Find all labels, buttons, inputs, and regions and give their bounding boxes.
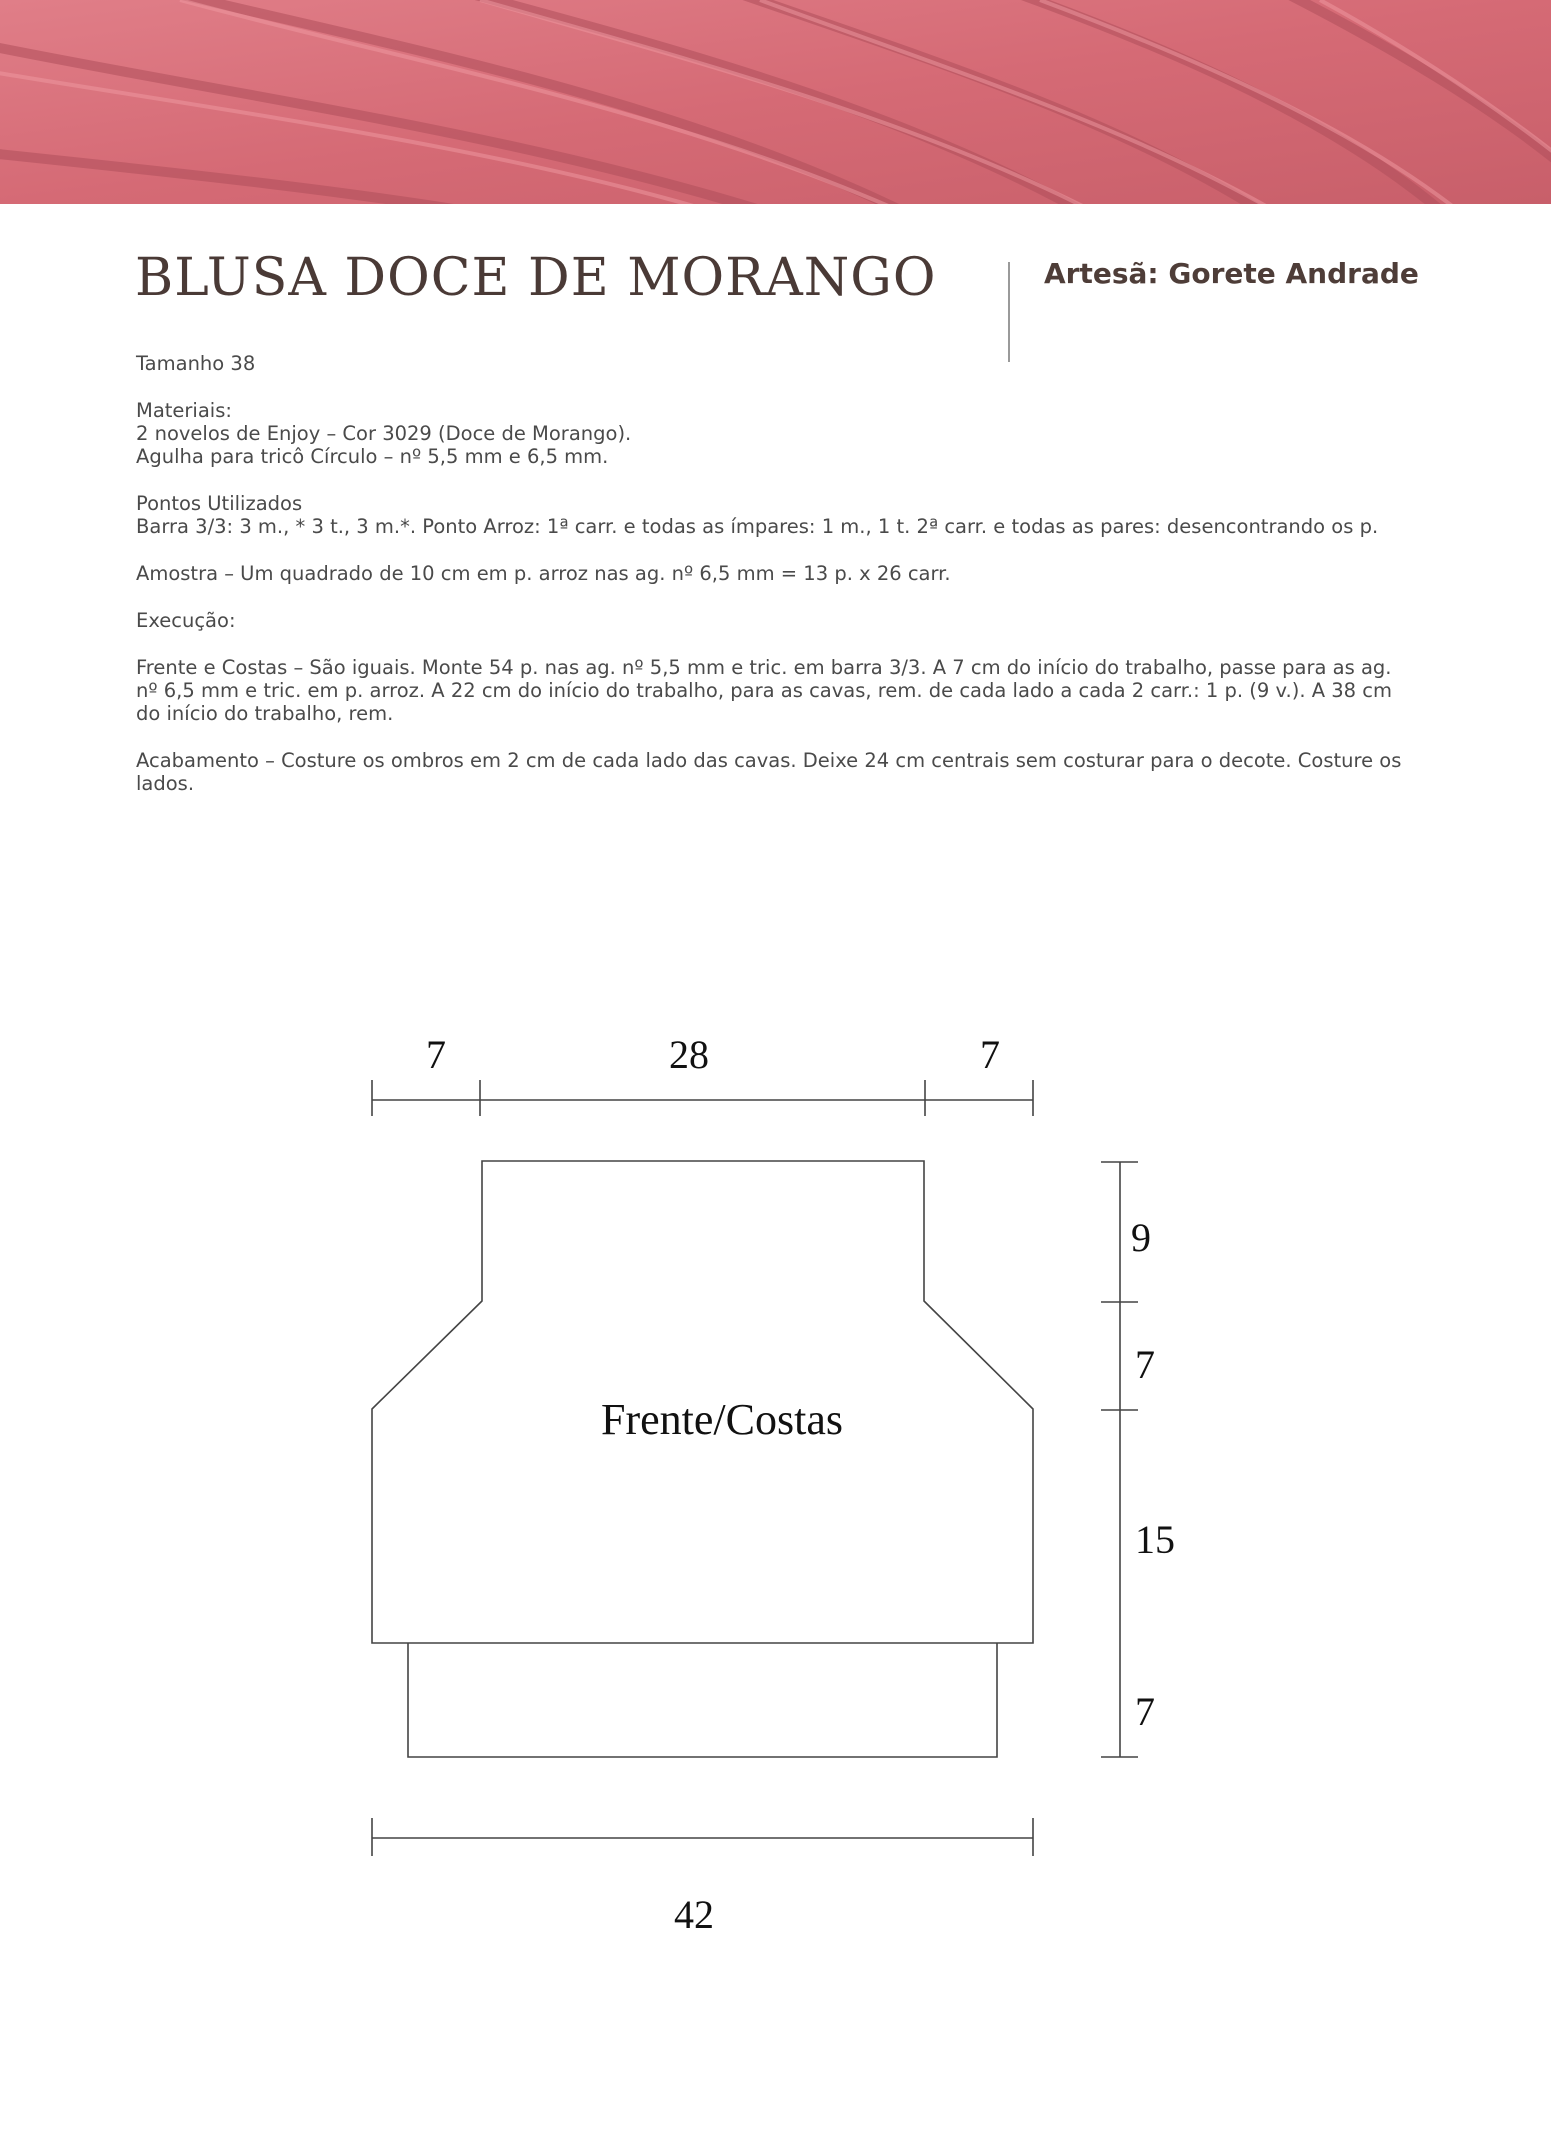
garment-ribbing-outline (408, 1643, 997, 1757)
author-credit: Artesã: Gorete Andrade (1044, 257, 1419, 290)
dim-top-center: 28 (669, 1032, 709, 1077)
finishing-line: Acabamento – Costure os ombros em 2 cm de cada lado das cavas. Deixe 24 cm centrais sem costurar para o decote. Costure os lados. (136, 749, 1402, 795)
piece-label: Frente/Costas (601, 1395, 843, 1444)
dim-side-body: 15 (1135, 1517, 1175, 1562)
materials-yarn: 2 novelos de Enjoy – Cor 3029 (Doce de Morango). (136, 422, 632, 445)
materials-heading: Materiais: (136, 399, 232, 422)
materials-needles: Agulha para tricô Círculo – nº 5,5 mm e 6,5 mm. (136, 445, 609, 468)
page-title: BLUSA DOCE DE MORANGO (135, 248, 937, 308)
dim-top-right: 7 (980, 1032, 1000, 1077)
dim-bottom-width: 42 (674, 1892, 714, 1937)
dim-side-armhole: 7 (1135, 1342, 1155, 1387)
front-back-line: Frente e Costas – São iguais. Monte 54 p. nas ag. nº 5,5 mm e tric. em barra 3/3. A 7 cm do início do trabalho, passe para as ag. nº 6,5 mm e tric. em p. arroz. A 22 cm do início do trabalho, para as cavas, rem. de cada lado a cada 2 carr.: 1 p. (9 v.). A 38 cm do início do trabalho, rem. (136, 656, 1392, 725)
execution-heading-line: Execução: (136, 609, 236, 632)
dim-side-ribbing: 7 (1135, 1689, 1155, 1734)
stitches-text: Barra 3/3: 3 m., * 3 t., 3 m.*. Ponto Arroz: 1ª carr. e todas as ímpares: 1 m., 1 t. 2ª carr. e todas as pares: desencontrando os p. (136, 515, 1379, 538)
stitches-heading: Pontos Utilizados (136, 492, 303, 515)
dim-top-left: 7 (426, 1032, 446, 1077)
gauge-line: Amostra – Um quadrado de 10 cm em p. arroz nas ag. nº 6,5 mm = 13 p. x 26 carr. (136, 562, 951, 585)
dim-side-neck: 9 (1131, 1215, 1151, 1260)
size-line: Tamanho 38 (136, 352, 256, 375)
